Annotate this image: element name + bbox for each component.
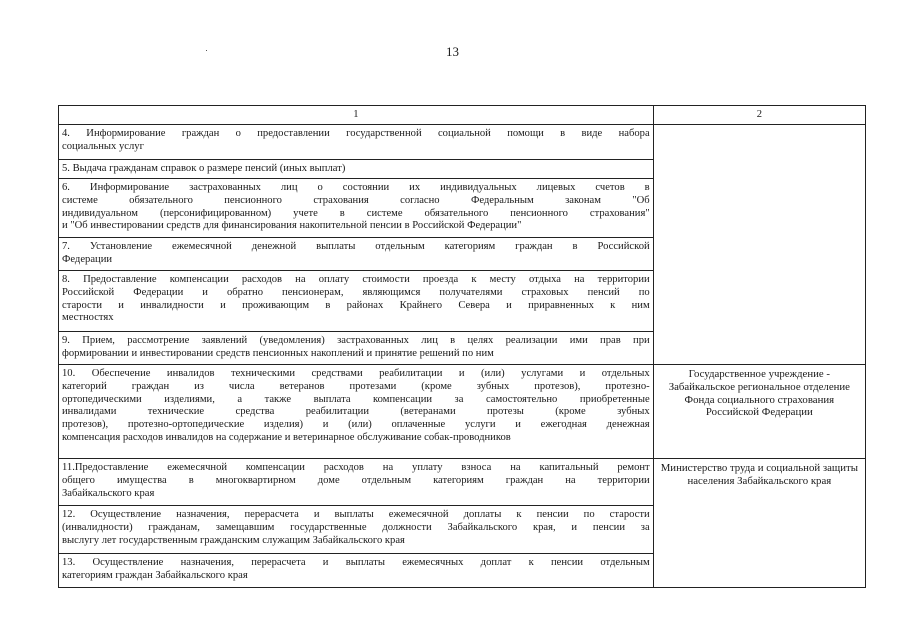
text-line: 7. Установление ежемесячной денежной выплаты отдельным категориям граждан в Российской bbox=[62, 241, 650, 252]
text-line: 9. Прием, рассмотрение заявлений (уведомления) застрахованных лиц в целях реализации ими прав при bbox=[62, 335, 650, 346]
text-line: 4. Информирование граждан о предоставлении государственной социальной помощи в виде набора bbox=[62, 128, 650, 139]
text-line: 6. Информирование застрахованных лиц о состоянии их индивидуальных лицевых счетов в bbox=[62, 182, 650, 193]
text-line: компенсация расходов инвалидов на содержание и ветеринарное обслуживание собак-проводников bbox=[62, 431, 511, 443]
text-line: общего имущества в многоквартирном доме отдельным категориям граждан на территории bbox=[62, 474, 650, 486]
text-line: выслугу лет государственным гражданским служащим Забайкальского края bbox=[62, 534, 405, 546]
text-line: протезов), протезно-ортопедические изделия) и (или) оплаченные услуги и ежегодная денежная bbox=[62, 419, 650, 431]
page-number: 13 bbox=[446, 44, 459, 59]
service-item-5 bbox=[59, 160, 654, 179]
organization-fss: Государственное учреждение - Забайкальское региональное отделение Фонда социального страхования Российской Федерации bbox=[653, 365, 865, 459]
text-line: категорий граждан из числа ветеранов протезами (кроме зубных протезов), протезно- bbox=[62, 380, 650, 392]
service-item-10 bbox=[59, 365, 654, 459]
service-item-12 bbox=[59, 506, 654, 554]
table-row bbox=[59, 365, 866, 459]
table-row bbox=[59, 125, 866, 160]
service-item-8 bbox=[59, 271, 654, 332]
text-line: социальных услуг bbox=[62, 140, 144, 152]
table-header-row bbox=[59, 106, 866, 125]
text-line: 10. Обеспечение инвалидов техническими средствами реабилитации и (или) услугами и отдельных bbox=[62, 368, 650, 379]
service-item-7 bbox=[59, 238, 654, 271]
text-line: Российской Федерации и обратно пенсионерам, являющимся получателями страховых пенсий по bbox=[62, 286, 650, 298]
text-line: местностях bbox=[62, 312, 114, 324]
organization-ministry: Министерство труда и социальной защиты населения Забайкальского края bbox=[653, 459, 865, 588]
text-line: 13. Осуществление назначения, перерасчета и выплаты ежемесячных доплат к пенсии отдельным bbox=[62, 557, 650, 568]
service-item-6 bbox=[59, 179, 654, 238]
text-line: 8. Предоставление компенсации расходов на оплату стоимости проезда к месту отдыха на территории bbox=[62, 274, 650, 285]
text-line: системе обязательного пенсионного страхования согласно Федеральным законам "Об bbox=[62, 194, 650, 206]
text-line: категориям граждан Забайкальского края bbox=[62, 569, 248, 581]
scan-speck bbox=[206, 50, 207, 51]
text-line: 11.Предоставление ежемесячной компенсации расходов на уплату взноса на капитальный ремонт bbox=[62, 462, 650, 473]
text-line: и "Об инвестировании средств для финансирования накопительной пенсии в Российской Федерации" bbox=[62, 220, 522, 232]
service-item-4 bbox=[59, 125, 654, 160]
text-line: инвалидами технические средства реабилитации (ветеранами протезы (кроме зубных bbox=[62, 406, 650, 418]
text-line: 12. Осуществление назначения, перерасчета и выплаты ежемесячной доплаты к пенсии по старости bbox=[62, 509, 650, 520]
service-item-9 bbox=[59, 332, 654, 365]
organization-cell-empty bbox=[653, 125, 865, 365]
text-line: Федерации bbox=[62, 253, 113, 265]
text-line: старости и инвалидности и проживающим в районах Крайнего Севера и приравненных к ним bbox=[62, 299, 650, 311]
text-line: индивидуальном (персонифицированном) учете в системе обязательного пенсионного страхования" bbox=[62, 207, 650, 219]
text-line: формировании и инвестировании средств пенсионных накоплений и принятие решений по ним bbox=[62, 347, 494, 359]
service-item-13 bbox=[59, 554, 654, 588]
column-header-2: 2 bbox=[653, 106, 865, 125]
service-item-11 bbox=[59, 459, 654, 506]
column-header-1: 1 bbox=[59, 106, 654, 125]
table-row bbox=[59, 459, 866, 506]
text-line: ортопедическими изделиями, а также выплата компенсации за самостоятельно приобретенные bbox=[62, 393, 650, 405]
text-line: (инвалидности) гражданам, замещавшим государственные должности Забайкальского края, и пенсии за bbox=[62, 521, 650, 533]
text-line: Забайкальского края bbox=[62, 487, 155, 499]
services-table bbox=[58, 105, 866, 588]
text-line: 5. Выдача гражданам справок о размере пенсий (иных выплат) bbox=[62, 163, 346, 174]
